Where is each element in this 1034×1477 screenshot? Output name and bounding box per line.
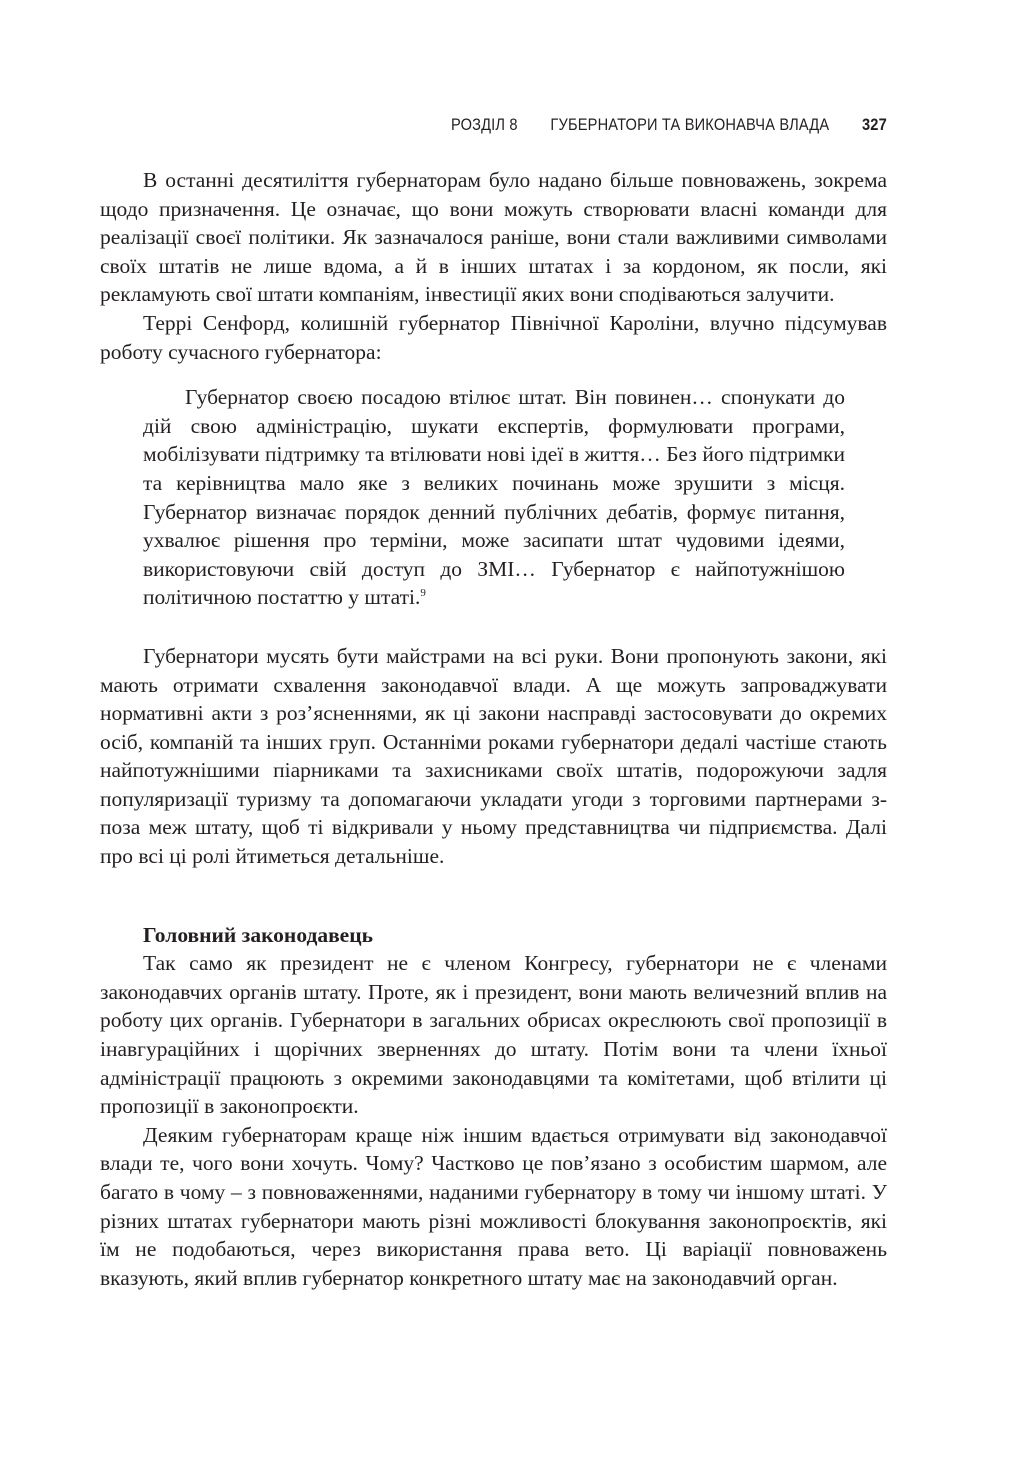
section-heading: Головний законодавець [143, 922, 373, 947]
paragraph-1: В останні десятиліття губернаторам було надано більше повноважень, зокрема щодо призначення. Це означає, що вони можуть створювати власні команди для реалізації своєї політики. Як зазначалося раніше, вони стали важливими символами своїх штатів не лише вдома, а й в інших штатах і за кордоном, як посли, які рекламують свої штати компаніям, інвестиції яких вони сподіваються залучити. [100, 168, 887, 307]
paragraph-3: Губернатори мусять бути майстрами на всі руки. Вони пропонують закони, які мають отримати схвалення законодавчої влади. А ще можуть запроваджувати нормативні акти з роз’ясненнями, як ці закони насправді застосовувати до окремих осіб, компаній та інших груп. Останніми роками губернатори дедалі частіше стають найпотужнішими піарниками та захисниками своїх штатів, подорожуючи задля популяризації туризму та допомагаючи укладати угоди з торговими партнерами з-поза меж штату, щоб ті відкривали у ньому представництва чи підприємства. Далі про всі ці ролі йтиметься детальніше. [100, 643, 887, 869]
chapter-title: ГУБЕРНАТОРИ ТА ВИКОНАВЧА ВЛАДА [550, 115, 830, 134]
paragraph-2: Террі Сенфорд, колишній губернатор Північної Кароліни, влучно підсумував роботу сучасного губернатора: [100, 310, 887, 364]
page-body [100, 166, 887, 1292]
paragraph-4: Так само як президент не є членом Конгресу, губернатори не є членами законодавчих органів штату. Проте, як і президент, вони мають величезний вплив на роботу цих органів. Губернатори в загальних обрисах окреслюють свої пропозиції в інавгураційних і щорічних зверненнях до штату. Потім вони та члени їхньої адміністрації працюють з окремими законодавцями та комітетами, щоб втілити ці пропозиції в законопроєкти. [100, 951, 887, 1119]
running-header [451, 115, 887, 135]
quote-text: Губернатор своєю посадою втілює штат. Він повинен… спонукати до дій свою адміністрацію, шукати експертів, формулювати програми, мобілізувати підтримку та втілювати нові ідеї в життя… Без його підтримки та керівництва мало яке з великих починань може зрушити з місця. Губернатор визначає порядок денний публічних дебатів, формує питання, ухвалює рішення про терміни, може засипати штат чудовими ідеями, використовуючи свій доступ до ЗМІ… Губернатор є найпотужнішою політичною постаттю у штаті. [143, 385, 845, 610]
chapter-label: РОЗДІЛ 8 [451, 115, 518, 134]
paragraph-5: Деяким губернаторам краще ніж іншим вдається отримувати від законодавчої влади те, чого вони хочуть. Чому? Частково це пов’язано з особистим шармом, але багато в чому – з повноваженнями, наданими губернатору в тому чи іншому штаті. У різних штатах губернатори мають різні можливості блокування законопроєктів, які їм не подобаються, через використання права вето. Ці варіації повноважень вказують, який вплив губернатор конкретного штату має на законодавчий орган. [100, 1122, 887, 1290]
block-quote [143, 383, 845, 612]
quote-text-container [143, 383, 845, 612]
page-number: 327 [862, 115, 887, 134]
footnote-marker: 9 [420, 587, 426, 600]
